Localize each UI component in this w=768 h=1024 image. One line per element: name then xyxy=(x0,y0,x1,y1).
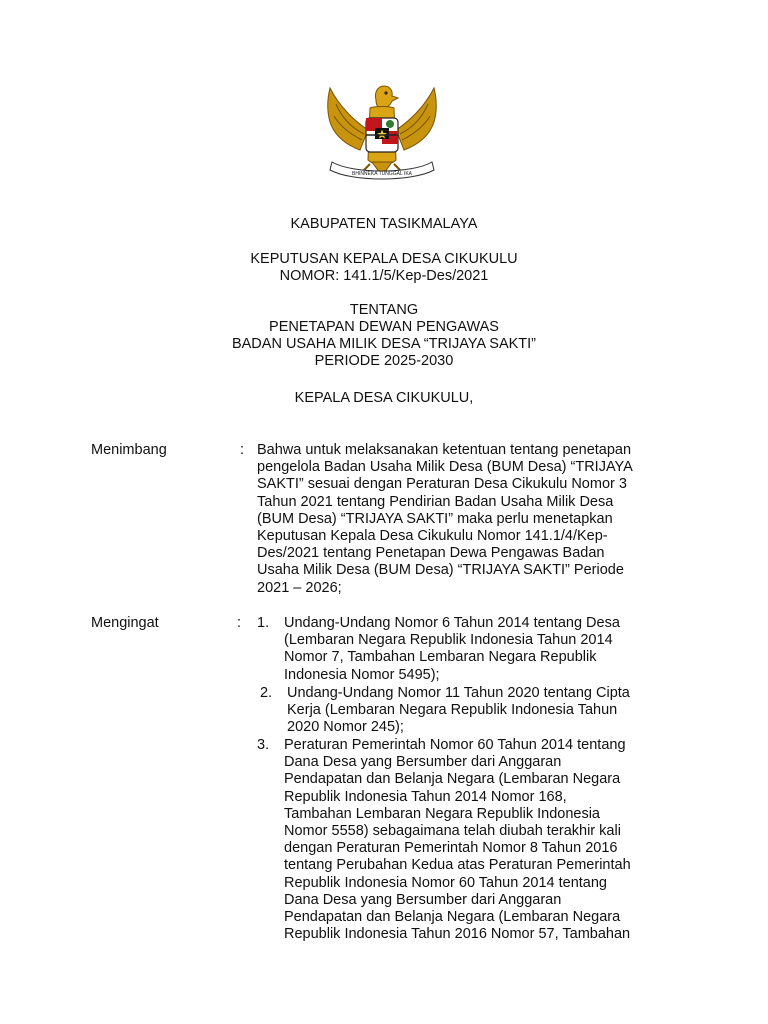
list-item-line: Dana Desa yang Bersumber dari Anggaran xyxy=(284,754,562,771)
list-item-line: Republik Indonesia Nomor 60 Tahun 2014 tentang xyxy=(284,874,607,891)
menimbang-line: Des/2021 tentang Penetapan Dewa Pengawas Badan xyxy=(257,545,605,562)
menimbang-line: pengelola Badan Usaha Milik Desa (BUM Desa) “TRIJAYA xyxy=(257,459,633,476)
menimbang-line: Tahun 2021 tentang Pendirian Badan Usaha Milik Desa xyxy=(257,493,614,510)
regency-title: KABUPATEN TASIKMALAYA xyxy=(290,216,478,232)
list-item-line: 2020 Nomor 245); xyxy=(287,719,404,736)
subject-line-3: PERIODE 2025-2030 xyxy=(314,353,454,369)
subject-line-1: PENETAPAN DEWAN PENGAWAS xyxy=(269,319,499,335)
mengingat-label: Mengingat xyxy=(91,615,159,631)
list-item-number: 2. xyxy=(260,685,273,701)
about-heading: TENTANG xyxy=(349,302,419,318)
list-item xyxy=(284,615,656,684)
menimbang-line: 2021 – 2026; xyxy=(257,579,342,596)
list-item xyxy=(284,737,656,943)
menimbang-line: SAKTI” sesuai dengan Peraturan Desa Cikukulu Nomor 3 xyxy=(257,476,627,493)
list-item-number: 3. xyxy=(257,737,270,753)
list-item-line: Tambahan Lembaran Negara Republik Indonesia xyxy=(284,805,600,822)
list-item-line: tentang Perubahan Kedua atas Peraturan Pemerintah xyxy=(284,857,631,874)
emblem-motto: BHINNEKA TUNGGAL IKA xyxy=(351,171,413,177)
decree-title: KEPUTUSAN KEPALA DESA CIKUKULU xyxy=(250,251,518,267)
menimbang-label: Menimbang xyxy=(91,442,167,458)
list-item-line: Indonesia Nomor 5495); xyxy=(284,666,440,683)
list-item-line: Nomor 7, Tambahan Lembaran Negara Republik xyxy=(284,649,597,666)
list-item xyxy=(287,685,659,737)
list-item-number: 1. xyxy=(257,615,270,631)
list-item-line: Dana Desa yang Bersumber dari Anggaran xyxy=(284,891,562,908)
list-item-line: Pendapatan dan Belanja Negara (Lembaran Negara xyxy=(284,909,621,926)
list-item-line: (Lembaran Negara Republik Indonesia Tahun 2014 xyxy=(284,632,613,649)
mengingat-colon: : xyxy=(237,615,242,631)
issuer-heading: KEPALA DESA CIKUKULU, xyxy=(294,390,474,406)
list-item-line: Republik Indonesia Tahun 2016 Nomor 57, Tambahan xyxy=(284,926,631,943)
menimbang-line: Bahwa untuk melaksanakan ketentuan tentang penetapan xyxy=(257,442,632,458)
list-item-line: Undang-Undang Nomor 11 Tahun 2020 tentang Cipta xyxy=(287,685,630,701)
list-item-line: dengan Peraturan Pemerintah Nomor 8 Tahun 2016 xyxy=(284,840,618,857)
menimbang-colon: : xyxy=(240,442,245,458)
menimbang-text xyxy=(257,442,657,597)
list-item-line: Undang-Undang Nomor 6 Tahun 2014 tentang Desa xyxy=(284,615,620,631)
menimbang-line: Keputusan Kepala Desa Cikukulu Nomor 141.1/4/Kep- xyxy=(257,528,608,545)
decree-number: NOMOR: 141.1/5/Kep-Des/2021 xyxy=(279,268,489,284)
subject-line-2: BADAN USAHA MILIK DESA “TRIJAYA SAKTI” xyxy=(231,336,537,352)
garuda-emblem xyxy=(322,78,442,184)
menimbang-line: (BUM Desa) “TRIJAYA SAKTI” maka perlu menetapkan xyxy=(257,510,613,527)
list-item-line: Nomor 5558) sebagaimana telah diubah terakhir kali xyxy=(284,823,621,840)
list-item-line: Pendapatan dan Belanja Negara (Lembaran Negara xyxy=(284,771,621,788)
menimbang-line: Usaha Milik Desa (BUM Desa) “TRIJAYA SAKTI” Periode xyxy=(257,562,624,579)
list-item-line: Peraturan Pemerintah Nomor 60 Tahun 2014 tentang xyxy=(284,737,626,753)
list-item-line: Kerja (Lembaran Negara Republik Indonesia Tahun xyxy=(287,702,618,719)
list-item-line: Republik Indonesia Tahun 2014 Nomor 168, xyxy=(284,788,567,805)
